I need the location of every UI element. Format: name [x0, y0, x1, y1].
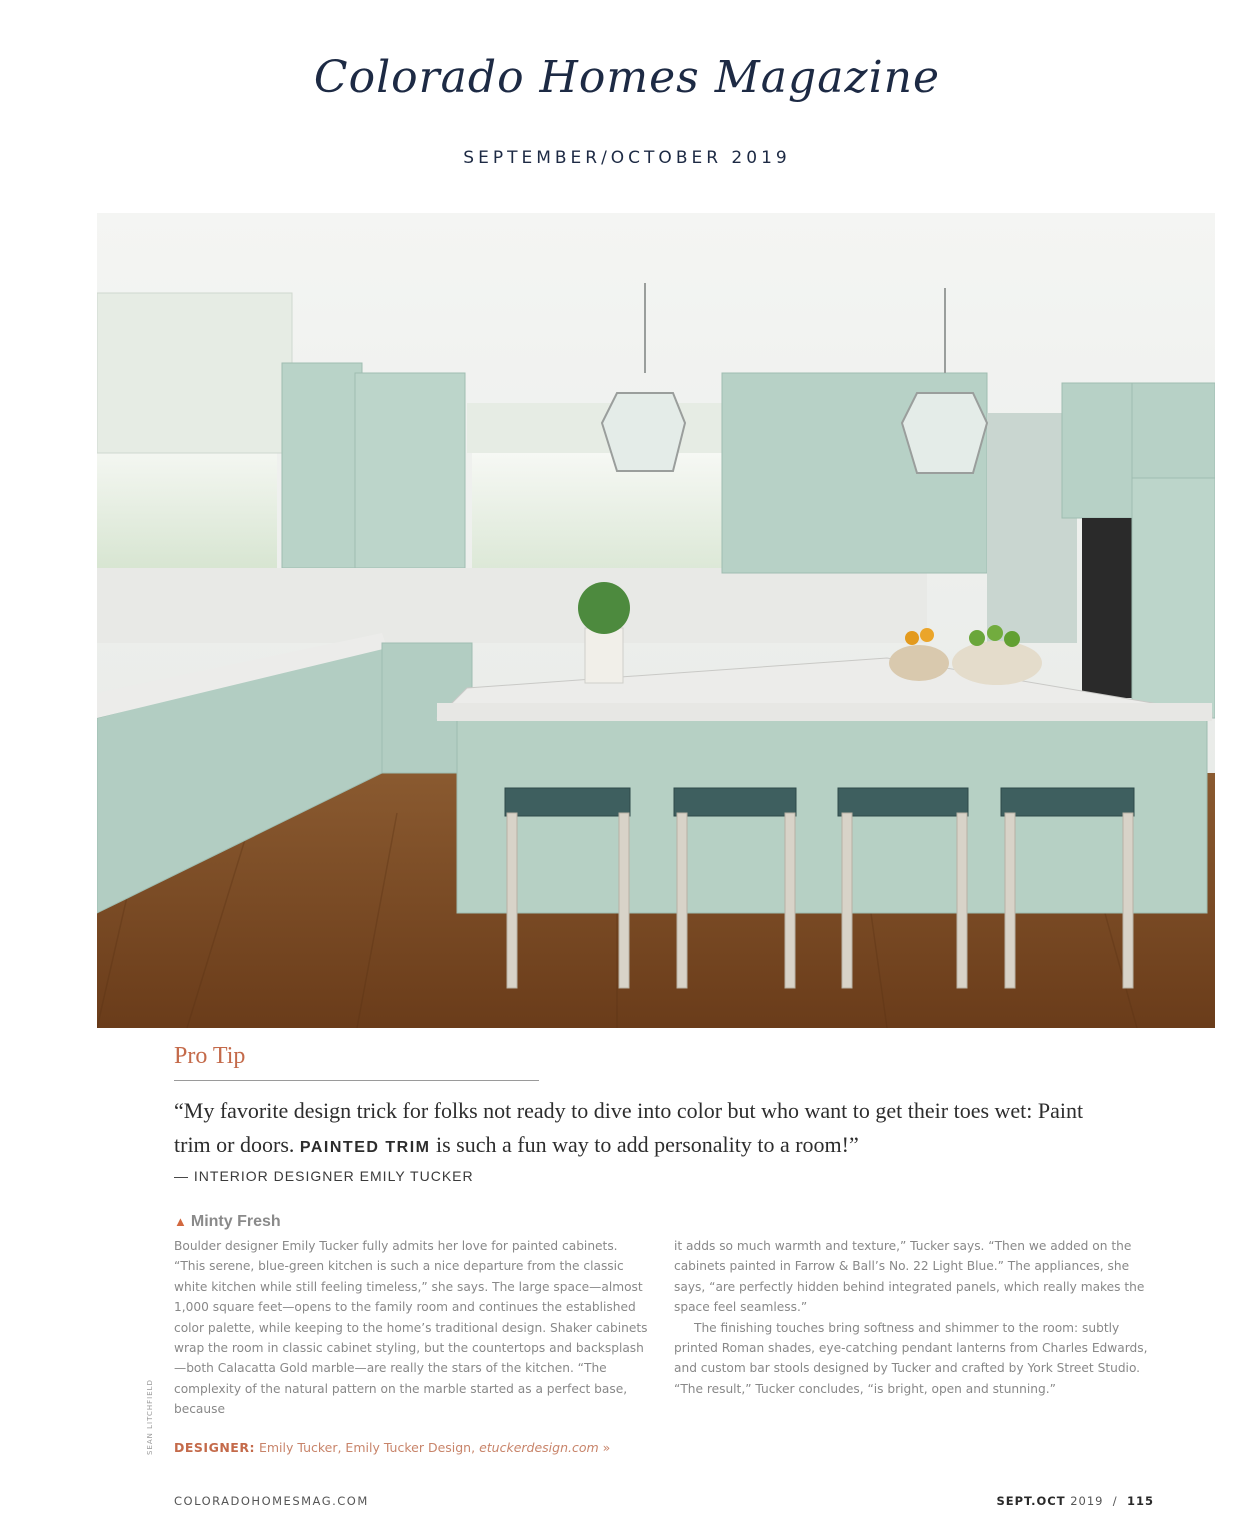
page-number: 115 [1126, 1494, 1154, 1508]
issue-date: SEPTEMBER/OCTOBER 2019 [463, 148, 791, 168]
magazine-title: Colorado Homes Magazine [313, 52, 941, 103]
arrow-icon: » [602, 1440, 611, 1455]
article-paragraph: it adds so much warmth and texture,” Tucker says. “Then we added on the cabinets painted in Farrow & Ball’s No. 22 Light Blue.” The appliances, she says, “are perfectly hidden behind integrated panels, which really makes the space feel seamless.” [674, 1239, 1145, 1315]
photo-credit-text: SEAN LITCHFIELD [146, 1379, 154, 1455]
article-subhead [174, 1213, 281, 1231]
designer-name: Emily Tucker, Emily Tucker Design, [258, 1440, 476, 1455]
article-paragraph: The finishing touches bring softness and shimmer to the room: subtly printed Roman shades, eye-catching pendant lanterns from Charles Edwards, and custom bar stools designed by Tucker and crafted by York Street Studio. “The result,” Tucker concludes, “is bright, open and stunning.” [674, 1320, 1148, 1396]
footer-year: 2019 [1070, 1494, 1104, 1508]
article-column-2 [674, 1236, 1154, 1399]
designer-label: DESIGNER: [174, 1440, 255, 1455]
quote-attribution: — INTERIOR DESIGNER EMILY TUCKER [174, 1168, 474, 1184]
quote-text-end: is such a fun way to add personality to a room!” [435, 1132, 859, 1157]
pro-tip-quote [174, 1094, 1094, 1165]
footer-page-info [996, 1494, 1154, 1508]
kitchen-photo [97, 213, 1215, 1028]
article-paragraph: Boulder designer Emily Tucker fully admits her love for painted cabinets. “This serene, blue-green kitchen is such a nice departure from the classic white kitchen while still feeling timeless,” she says. The large space—almost 1,000 square feet—opens to the family room and continues the established color palette, while keeping to the home’s traditional design. Shaker cabinets wrap the room in classic cabinet styling, but the countertops and backsplash—both Calacatta Gold marble—are really the stars of the kitchen. “The complexity of the natural pattern on the marble started as a perfect base, because [174, 1239, 648, 1417]
article-subhead-text: Minty Fresh [190, 1213, 281, 1230]
footer-website: COLORADOHOMESMAG.COM [174, 1494, 369, 1508]
pro-tip-divider [174, 1080, 539, 1081]
designer-credit [174, 1440, 610, 1455]
footer-issue: SEPT.OCT [996, 1494, 1066, 1508]
triangle-icon: ▲ [174, 1214, 187, 1229]
article-column-1 [174, 1236, 652, 1420]
footer-separator: / [1112, 1494, 1118, 1508]
pro-tip-heading: Pro Tip [174, 1043, 246, 1069]
designer-link[interactable]: etuckerdesign.com [479, 1440, 599, 1455]
photo-credit [146, 1379, 156, 1455]
quote-text-start: “My favorite design trick for folks not ready to dive into color but who want to get their toes wet: Paint trim or doors. [174, 1098, 1084, 1157]
quote-emphasis: PAINTED TRIM [299, 1139, 431, 1156]
